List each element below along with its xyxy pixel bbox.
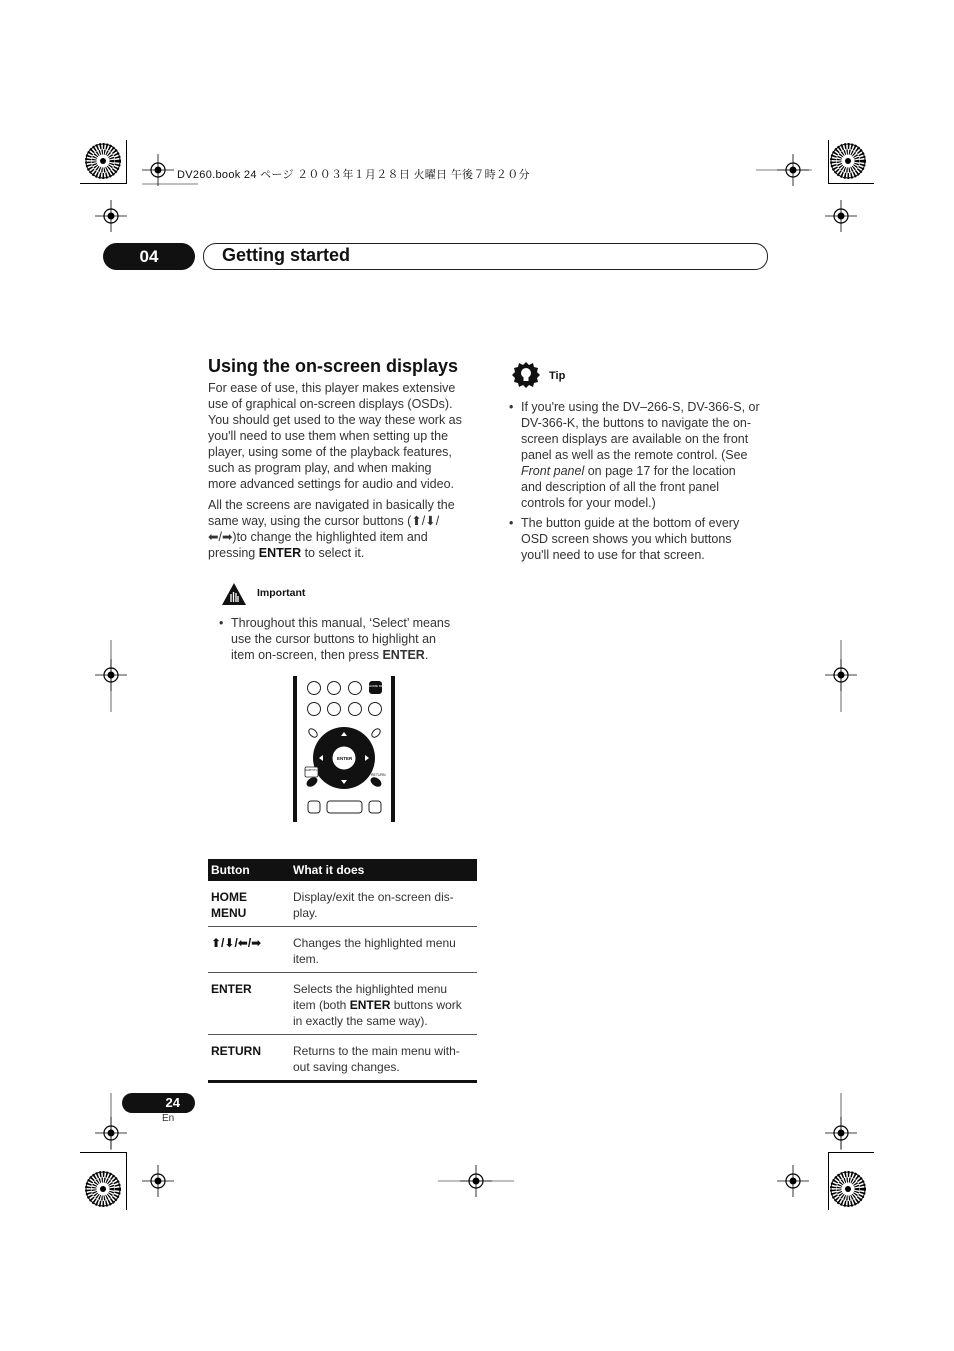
tip-line: you'll need to use for that screen. <box>521 548 705 562</box>
table-row <box>208 927 477 973</box>
tip-line: screen displays are available on the front <box>521 432 749 446</box>
button-name: ENTER <box>211 982 252 996</box>
table-row <box>208 881 477 927</box>
bullet-dot: • <box>219 616 224 630</box>
nav-line: All the screens are navigated in basically the <box>208 498 455 512</box>
return-button-label: RETURN <box>371 773 386 777</box>
nav-text: to select it. <box>301 546 365 560</box>
important-line <box>231 647 481 663</box>
front-panel-reference: Front panel <box>521 464 585 478</box>
page-number: 24 <box>122 1093 195 1113</box>
button-function-table <box>208 859 477 1083</box>
enter-keyword: ENTER <box>349 998 391 1012</box>
button-name: RETURN <box>211 1044 261 1058</box>
description-line: out saving changes. <box>293 1060 400 1074</box>
bullet-dot: • <box>509 516 514 530</box>
tip-bullet-2 <box>509 515 771 563</box>
section-title: Using the on-screen displays <box>208 356 459 376</box>
table-cell-button <box>208 881 290 927</box>
intro-line: You should get used to the way these work as <box>208 413 462 427</box>
description-line <box>293 997 474 1013</box>
important-text: item on-screen, then press <box>231 648 383 662</box>
intro-line: more advanced settings for audio and video. <box>208 477 454 491</box>
table-row <box>208 973 477 1035</box>
lightbulb-icon <box>512 361 540 389</box>
home-menu-label: HOME MENU <box>369 684 388 688</box>
subtitle-button-label: SUBTITLE <box>305 768 320 772</box>
description-line: Selects the highlighted menu <box>293 982 448 996</box>
intro-paragraph <box>208 380 483 492</box>
tip-line: panel as well as the remote control. (See <box>521 448 748 462</box>
intro-line: you'll need to use them when setting up the <box>208 429 449 443</box>
table-cell-button <box>208 1035 290 1082</box>
nav-text: pressing <box>208 546 259 560</box>
tip-text: on page 17 for the location <box>584 464 736 478</box>
tip-line: DV-366-K, the buttons to navigate the on- <box>521 416 752 430</box>
tip-line: The button guide at the bottom of every <box>521 516 740 530</box>
description-line: Display/exit the on-screen dis- <box>293 890 454 904</box>
intro-line: For ease of use, this player makes extensive <box>208 381 456 395</box>
tip-bullet-1 <box>509 399 771 511</box>
intro-line: player, using some of the playback features, <box>208 445 452 459</box>
tip-line <box>521 463 771 479</box>
description-line: Returns to the main menu with- <box>293 1044 460 1058</box>
description-line: item. <box>293 952 320 966</box>
intro-line: use of graphical on-screen displays (OSDs). <box>208 397 453 411</box>
intro-line: such as program play, and when making <box>208 461 432 475</box>
enter-keyword: ENTER <box>258 546 302 560</box>
tip-label: Tip <box>549 370 566 382</box>
remote-control-illustration <box>290 674 400 824</box>
description-line: in exactly the same way). <box>293 1014 428 1028</box>
table-header-description: What it does <box>290 859 477 881</box>
description-line: play. <box>293 906 318 920</box>
important-line: use the cursor buttons to highlight an <box>231 632 436 646</box>
bullet-dot: • <box>509 400 514 414</box>
warning-icon <box>221 582 247 606</box>
table-cell-button <box>208 973 290 1035</box>
table-cell-description <box>290 927 477 973</box>
description-text: buttons work <box>390 998 462 1012</box>
table-header-row <box>208 859 477 881</box>
tip-line: OSD screen shows you which buttons <box>521 532 732 546</box>
chapter-number: 04 <box>103 243 195 270</box>
tip-line: If you're using the DV–266-S, DV-366-S, or <box>521 400 760 414</box>
important-line: Throughout this manual, ‘Select’ means <box>231 616 451 630</box>
table-cell-description <box>290 881 477 927</box>
table-cell-description <box>290 973 477 1035</box>
enter-keyword: ENTER <box>382 648 425 662</box>
button-name: ⬆/⬇/⬅/➡ <box>211 936 262 950</box>
button-name: HOME <box>211 890 247 904</box>
nav-line: same way, using the cursor buttons (⬆/⬇/ <box>208 514 440 528</box>
navigation-paragraph <box>208 497 483 561</box>
language-code: En <box>162 1113 175 1124</box>
table-cell-button <box>208 927 290 973</box>
tip-line: controls for your model.) <box>521 496 656 510</box>
table-header-button: Button <box>208 859 290 881</box>
important-label: Important <box>257 587 306 599</box>
button-name: MENU <box>211 906 247 920</box>
tip-line: and description of all the front panel <box>521 480 720 494</box>
important-text: . <box>424 648 429 662</box>
table-cell-description <box>290 1035 477 1082</box>
description-line: Changes the highlighted menu <box>293 936 456 950</box>
enter-button-label: ENTER <box>337 756 353 761</box>
print-file-info: DV260.book 24 ページ ２００３年１月２８日 火曜日 午後７時２０分 <box>177 169 530 181</box>
nav-line: ⬅/➡)to change the highlighted item and <box>208 530 428 544</box>
description-text: item (both <box>293 998 350 1012</box>
important-bullet <box>219 615 481 663</box>
chapter-title: Getting started <box>222 245 351 265</box>
nav-line <box>208 545 483 561</box>
table-row <box>208 1035 477 1082</box>
